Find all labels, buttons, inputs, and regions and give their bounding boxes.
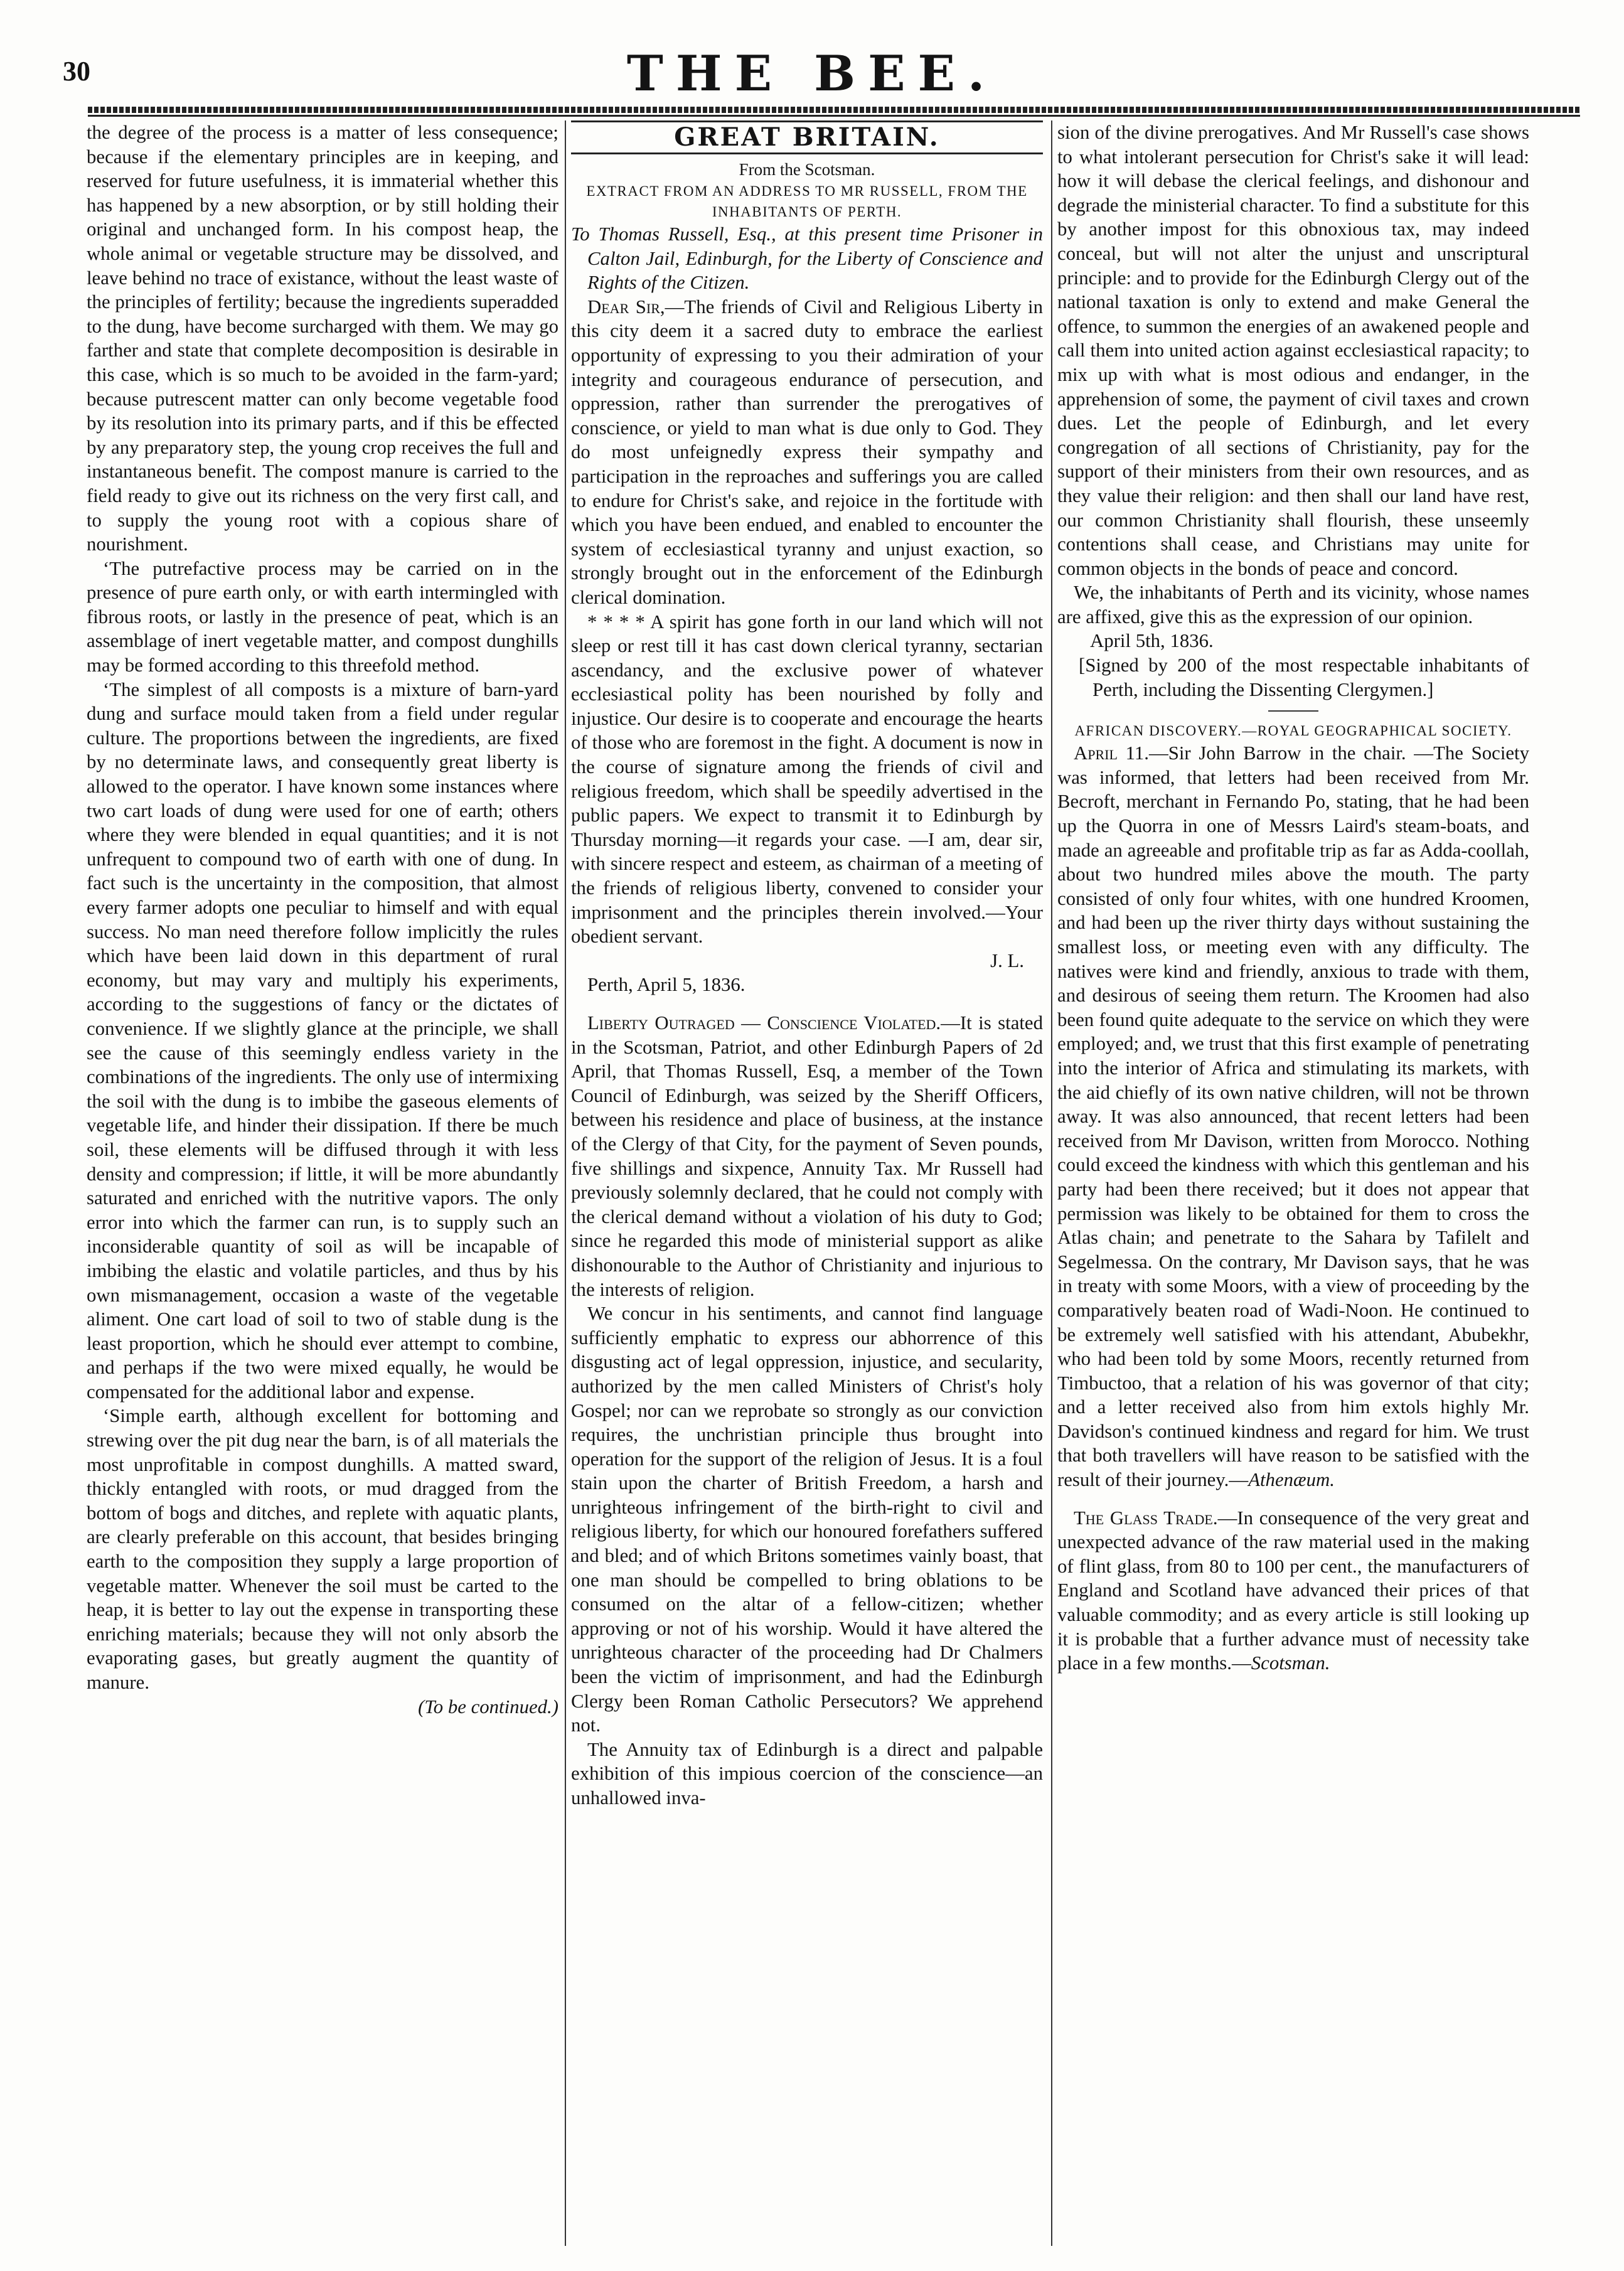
dateline: Perth, April 5, 1836.	[587, 974, 745, 996]
article-source: Athenæum.	[1248, 1469, 1335, 1491]
article-paragraph: ‘The simplest of all composts is a mixture of barn-yard dung and surface mould taken from a field under regular culture. The proportions between the ingredients, are fixed by no determinate laws, and consequently great liberty is allowed to the operator. I have known some instances where two cart loads of dung were used for one of earth; others where they were blended in equal quantities; and it is not unfrequent to compound two of earth with one of dung. In fact such is the uncertainty in the composition, that almost every farmer adopts one peculiar to himself and with equal success. No man need therefore follow implicitly the rules which have been laid down in this department of rural economy, but may vary and multiply his experiments, according to the suggestions of fancy or the dictates of convenience. If we slightly glance at the principle, we shall see the cause of this seemingly endless variety in the combinations of the ingredients. The only use of intermixing the soil with the dung is to imbibe the gaseous elements of vegetable life, and hinder their dissipation. If there be much soil, these elements will be diffused through it with less density and compression; if little, it will be more abundantly saturated and enriched with the nutritive vapors. The only error into which the farmer can run, is to supply such an inconsiderable quantity of soil as will be incapable of imbibing the elastic and volatile particles, and thus by his own mismanagement, occasion a waste of the vegetable aliment. One cart load of soil to two of stable dung is the least proportion, which he should ever attempt to combine, and perhaps if the two were mixed equally, he would be compensated for the additional labor and expense.	[87, 678, 558, 1403]
address-date: April 5th, 1836.	[1090, 630, 1214, 652]
address-to: To Thomas Russell, Esq., at this present time Prisoner in Calton Jail, Edinburgh, for the Liberty of Conscience and Rights of the Citizen.	[571, 223, 1043, 294]
article-lead: The Glass Trade.	[1074, 1507, 1218, 1529]
divider	[1268, 710, 1318, 712]
header-rule-thin	[88, 115, 1580, 117]
spacer	[1057, 1492, 1529, 1506]
column-divider-1	[565, 120, 566, 2246]
column-divider-2	[1051, 120, 1052, 2246]
source-line: From the Scotsman.	[739, 160, 875, 179]
article-paragraph: We concur in his sentiments, and cannot find language sufficiently emphatic to express our abhorrence of this disgusting act of legal oppression, injustice, and secularity, authorized by the men called Ministers of Christ's holy Gospel; nor can we reprobate so strongly as our conviction requires, the unchristian principle thus brought into operation for the support of the religion of Jesus. It is a foul stain upon the charter of British Freedom, a harsh and unrighteous infringement of the birth-right to civil and religious liberty, for which our honoured forefathers suffered and bled; and of which Britons sometimes vainly boast, that one man should be compelled to bring oblations to be consumed on the altar of a fellow-citizen; whether approving or not of his worship. Would it have altered the unrighteous character of the proceeding had Dr Chalmers been the victim of imprisonment, and had the Edinburgh Clergy been Roman Catholic Persecutors? We apprehend not.	[571, 1303, 1043, 1736]
article-paragraph: sion of the divine prerogatives. And Mr Russell's case shows to what intolerant persecution for Christ's sake it will lead: how it will debase the clerical feelings, and dishonour and degrade the ministerial character. To find a substitute for this by another impost for this obnoxious tax, may indeed conceal, but will not alter the unjust and unscriptural principle: and to provide for the Edinburgh Clergy out of the national taxation is only to extend and make General the offence, to summon the energies of an awakened people and call them into united action against ecclesiastical rapacity; to mix up with what is most odious and endanger, in the apprehension of some, the payment of civil taxes and crown dues. Let the people of Edinburgh, and let every congregation of all sections of Christianity, pay for the support of their ministers from their own resources, and as they value their religion: and then shall our land have rest, our common Christianity shall flourish, these unseemly contentions shall cease, and Christians may unite for common objects in the bonds of peace and concord.	[1057, 122, 1529, 579]
extract-title: EXTRACT FROM AN ADDRESS TO MR RUSSELL, FROM THE INHABITANTS OF PERTH.	[586, 183, 1028, 220]
article-paragraph	[571, 295, 1043, 610]
article-lead: Liberty Outraged — Conscience Violated.	[587, 1012, 941, 1034]
article-paragraph: ‘The putrefactive process may be carried on in the presence of pure earth only, or with earth intermingled with fibrous roots, or lastly in the presence of peat, which is an assemblage of inert vegetable matter, and compost dunghills may be formed according to this threefold method.	[87, 557, 558, 676]
paragraph-text: —The friends of Civil and Religious Liberty in this city deem it a sacred duty to embrace the earliest opportunity of expressing to you their admiration of your integrity and courageous endurance of persecution, and oppression, rather than surrender the prerogatives of conscience, or yield to man what is due only to God. They do most unfeignedly express their sympathy and participation in the reproaches and sufferings you are called to endure for Christ's sake, and rejoice in the fortitude with which you have been endued, and enabled to encounter the system of ecclesiastical tyranny and unjust exaction, so strongly brought out in the enforcement of the Edinburgh clerical domination.	[571, 296, 1043, 608]
article-paragraph: We, the inhabitants of Perth and its vicinity, whose names are affixed, give this as the expression of our opinion.	[1057, 582, 1529, 628]
spacer	[571, 997, 1043, 1011]
column-2	[571, 120, 1043, 1810]
column-3	[1057, 120, 1529, 1675]
article-source: Scotsman.	[1251, 1652, 1330, 1674]
article-paragraph	[1057, 1506, 1529, 1675]
article-paragraph	[1057, 741, 1529, 1492]
paragraph-text: —In consequence of the very great and unexpected advance of the raw material used in the making of flint glass, from 80 to 100 per cent., the manufacturers of England and Scotland have advanced their prices of that valuable commodity; and as every article is still looking up it is probable that a further advance must of necessity take place in a few months.—	[1057, 1507, 1530, 1674]
article-lead: April 11.	[1074, 742, 1149, 764]
article-paragraph: The Annuity tax of Edinburgh is a direct and palpable exhibition of this impious coercion of the conscience—an unhallowed inva-	[571, 1738, 1043, 1809]
page-number: 30	[63, 56, 90, 87]
signature: J. L.	[990, 949, 1024, 971]
header-rule	[88, 107, 1580, 113]
masthead: THE BEE.	[626, 45, 998, 102]
article-paragraph: ‘Simple earth, although excellent for bottoming and strewing over the pit dug near the barn, is of all materials the most unprofitable in compost dunghills. A matted sward, thickly entangled with roots, or mud dragged from the bottom of bogs and ditches, and replete with aquatic plants, are clearly preferable on this account, that besides bringing earth to the composition they supply a large proportion of vegetable matter. Whenever the soil must be carted to the heap, it is better to lay out the expense in transporting these enriching materials; because they will not only absorb the evaporating gases, but greatly augment the quantity of manure.	[87, 1405, 558, 1693]
article-paragraph: the degree of the process is a matter of less consequence; because if the elementary principles are in keeping, and reserved for future usefulness, it is immaterial whether this has happened by a new absorption, or by still holding their original and unchanged form. In his compost heap, the whole animal or vegetable structure may be dissolved, and leave behind no trace of existance, without the least waste of the principles of fertility; because the ingredients superadded to the dung, have become surcharged with them. We may go farther and state that complete decomposition is desirable in this case, which is so much to be avoided in the farm-yard; because putrescent matter can only become vegetable food by its resolution into its primary parts, and if this be effected by any preparatory step, the young crop receives the full and instantaneous benefit. The compost manure is carried to the field ready to give out its richness on the very first call, and to supply the young root with a copious share of nourishment.	[87, 122, 558, 555]
article-paragraph: * * * * A spirit has gone forth in our land which will not sleep or rest till it has cast down clerical tyranny, sectarian ascendancy, and the exclusive power of whatever ecclesiastical polity has been nourished by folly and injustice. Our desire is to cooperate and encourage the hearts of those who are foremost in the fight. A document is now in the course of signature among the friends of civil and religious freedom, which shall be speedily advertised in the public papers. We expect to transmit it to Edinburgh by Thursday morning—it regards your case. —I am, dear sir, with sincere respect and esteem, as chairman of a meeting of the friends of religious liberty, convened to consider your imprisonment and the principles therein involved.—Your obedient servant.	[571, 611, 1043, 948]
salutation: Dear Sir,	[587, 296, 665, 318]
section-title: GREAT BRITAIN.	[571, 120, 1043, 154]
paragraph-text: —Sir John Barrow in the chair. —The Society was informed, that letters had been received from Mr. Becroft, merchant in Fernando Po, stating, that he had been up the Quorra in one of Messrs Laird's steam-boats, and made an agreeable and profitable trip as far as Adda-coollah, about two hundred miles above the mouth. The party consisted of only four whites, with one hundred Kroomen, and had been up the river thirty days without sustaining the smallest loss, or meeting even with any difficulty. The natives were kind and friendly, anxious to trade with them, and desirous of seeing them return. The Kroomen had also been found quite adequate to the service on which they were employed; and, we trust that this first example of penetrating into the interior of Africa and stimulating its markets, with the aid chiefly of its own native children, will not be thrown away. It was also announced, that recent letters had been received from Mr Davison, written from Morocco. Nothing could exceed the kindness with which this gentleman and his party had been there received; but it does not appear that permission was likely to be obtained for them to cross the Atlas chain; and penetrate to the Sahara by Tafilelt and Segelmessa. On the contrary, Mr Davison says, that he was in treaty with some Moors, with a view of proceeding by the comparatively beaten road of Wadi-Noon. He continued to be extremely well satisfied with his attendant, Abubekhr, who had been told by some Moors, recently returned from Timbuctoo, that a relation of his was governor of that city; and a letter received also from him extols highly Mr. Davidson's continued kindness and regard for him. We trust that both travellers will have reason to be satisfied with the result of their journey.—	[1057, 742, 1530, 1491]
article-paragraph	[571, 1011, 1043, 1301]
african-title: AFRICAN DISCOVERY.—ROYAL GEOGRAPHICAL SOCIETY.	[1074, 723, 1512, 739]
paragraph-text: —It is stated in the Scotsman, Patriot, and other Edinburgh Papers of 2d April, that Thomas Russell, Esq, a member of the Town Council of Edinburgh, was seized by the Sheriff Officers, between his residence and place of business, at the instance of the Clergy of that City, for the payment of Seven pounds, five shillings and sixpence, Annuity Tax. Mr Russell had previously solemnly declared, that he could not comply with the clerical demand without a violation of his duty to God; since he regarded this mode of ministerial support as alike dishonourable to the Author of Christianity and injurious to the interests of religion.	[571, 1012, 1043, 1300]
to-be-continued: (To be continued.)	[418, 1696, 558, 1718]
column-1	[87, 120, 558, 1719]
signed-note: [Signed by 200 of the most respectable inhabitants of Perth, including the Dissenting Clergymen.]	[1079, 655, 1529, 700]
